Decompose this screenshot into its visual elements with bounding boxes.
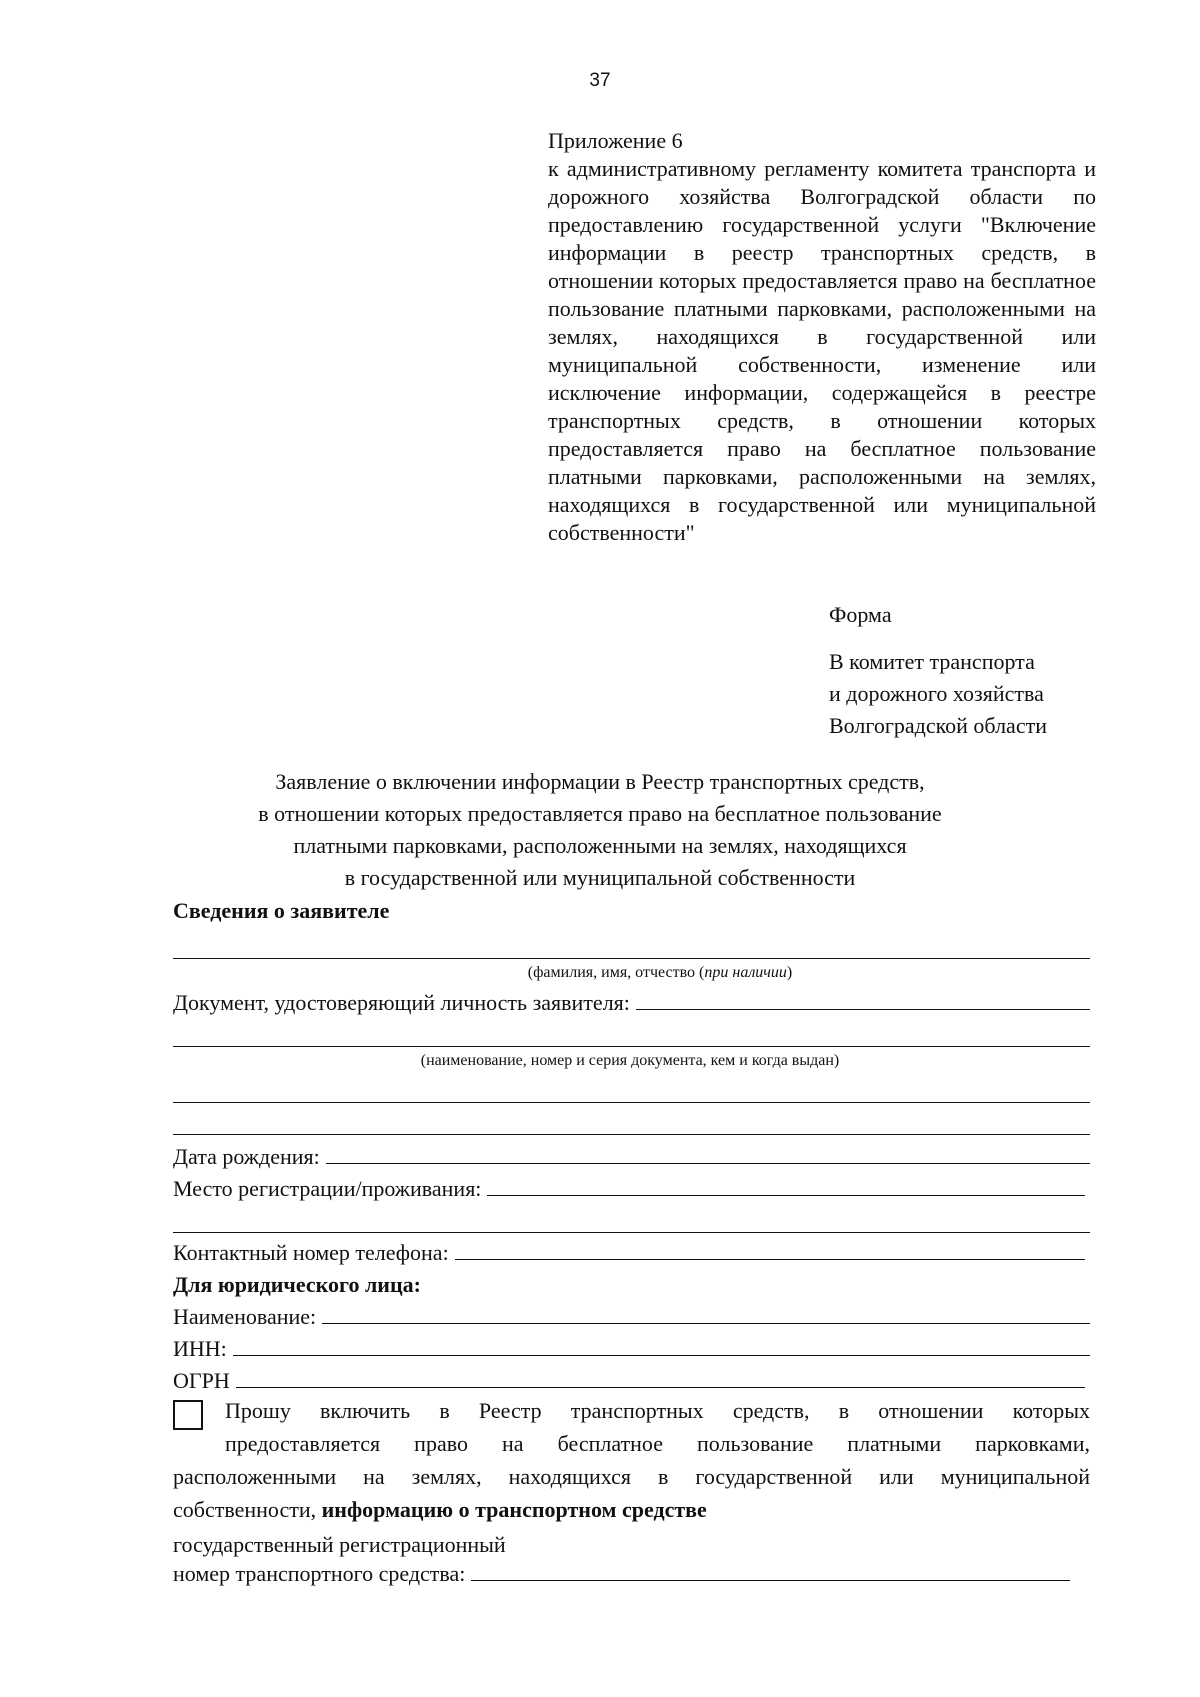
identity-document-field-line-3[interactable] <box>173 1102 1090 1103</box>
vehicle-label-line-1: государственный регистрационный <box>173 1532 506 1557</box>
legal-entity-heading-row <box>173 1272 1090 1298</box>
document-caption: (наименование, номер и серия документа, кем и когда выдан) <box>420 1052 840 1069</box>
registration-label: Место регистрации/проживания: <box>173 1176 482 1201</box>
statement-title-line: в отношении которых предоставляется право на бесплатное пользование <box>258 801 942 826</box>
ogrn-label: ОГРН <box>173 1368 230 1393</box>
vehicle-number-field[interactable] <box>471 1579 1070 1581</box>
inn-row <box>173 1336 1090 1362</box>
full-name-caption: (фамилия, имя, отчество (при наличии) <box>527 964 793 981</box>
request-line: расположенными на землях, находящихся в государственной или муниципальной <box>173 1464 1090 1489</box>
identity-document-label: Документ, удостоверяющий личность заявителя: <box>173 990 630 1015</box>
identity-document-field-line-2[interactable] <box>173 1046 1090 1047</box>
legal-name-field[interactable] <box>322 1322 1090 1324</box>
appendix-title: Приложение 6 <box>548 128 683 153</box>
statement-title-line: в государственной или муниципальной собственности <box>344 865 856 890</box>
addressee-line: Волгоградской области <box>829 713 1047 738</box>
ogrn-field[interactable] <box>236 1386 1085 1388</box>
inn-label: ИНН: <box>173 1336 227 1361</box>
registration-field[interactable] <box>487 1194 1085 1196</box>
form-label: Форма <box>829 602 892 627</box>
birth-date-row <box>173 1144 1090 1170</box>
birth-date-field[interactable] <box>326 1162 1090 1164</box>
phone-label: Контактный номер телефона: <box>173 1240 449 1265</box>
legal-name-label: Наименование: <box>173 1304 317 1329</box>
registration-row <box>173 1176 1085 1202</box>
legal-entity-heading: Для юридического лица: <box>173 1272 421 1297</box>
page-number: 37 <box>589 70 611 91</box>
phone-row <box>173 1240 1085 1266</box>
identity-document-field-line-4[interactable] <box>173 1134 1090 1135</box>
addressee-line: В комитет транспорта <box>829 649 1035 674</box>
request-line: собственности, информацию о транспортном средстве <box>173 1497 707 1522</box>
statement-title-line: Заявление о включении информации в Реестр транспортных средств, <box>275 769 925 794</box>
birth-date-label: Дата рождения: <box>173 1144 320 1169</box>
request-line: предоставляется право на бесплатное пользование платными парковками, <box>225 1431 1090 1456</box>
phone-field[interactable] <box>455 1258 1085 1260</box>
vehicle-number-label: номер транспортного средства: <box>173 1561 466 1586</box>
identity-document-row <box>173 990 1090 1016</box>
full-name-field[interactable] <box>173 958 1090 959</box>
request-paragraph <box>173 1394 1090 1526</box>
ogrn-row <box>173 1368 1085 1394</box>
statement-title-line: платными парковками, расположенными на землях, находящихся <box>293 833 907 858</box>
appendix-text: к административному регламенту комитета транспорта и дорожного хозяйства Волгоградской области по предоставлению государственной услуги "Включение информации в реестр транспортных средств, в отношении которых предоставляется право на бесплатное пользование платными парковками, расположенными на землях, находящихся в государственной или муниципальной собственности, изменение или исключение информации, содержащейся в реестре транспортных средств, в отношении которых предоставляется право на бесплатное пользование платными парковками, расположенными на землях, находящихся в государственной или муниципальной собственности" <box>548 156 1096 545</box>
addressee-line: и дорожного хозяйства <box>829 681 1044 706</box>
identity-document-field[interactable] <box>636 1008 1090 1010</box>
inn-field[interactable] <box>233 1354 1090 1356</box>
statement-title <box>170 766 1030 894</box>
legal-name-row <box>173 1304 1090 1330</box>
request-line: Прошу включить в Реестр транспортных средств, в отношении которых <box>225 1398 1090 1423</box>
registration-field-line-2[interactable] <box>173 1232 1090 1233</box>
vehicle-number-row <box>173 1561 1070 1587</box>
applicant-heading: Сведения о заявителе <box>173 898 390 923</box>
addressee <box>829 646 1047 742</box>
appendix-block <box>548 127 1096 547</box>
